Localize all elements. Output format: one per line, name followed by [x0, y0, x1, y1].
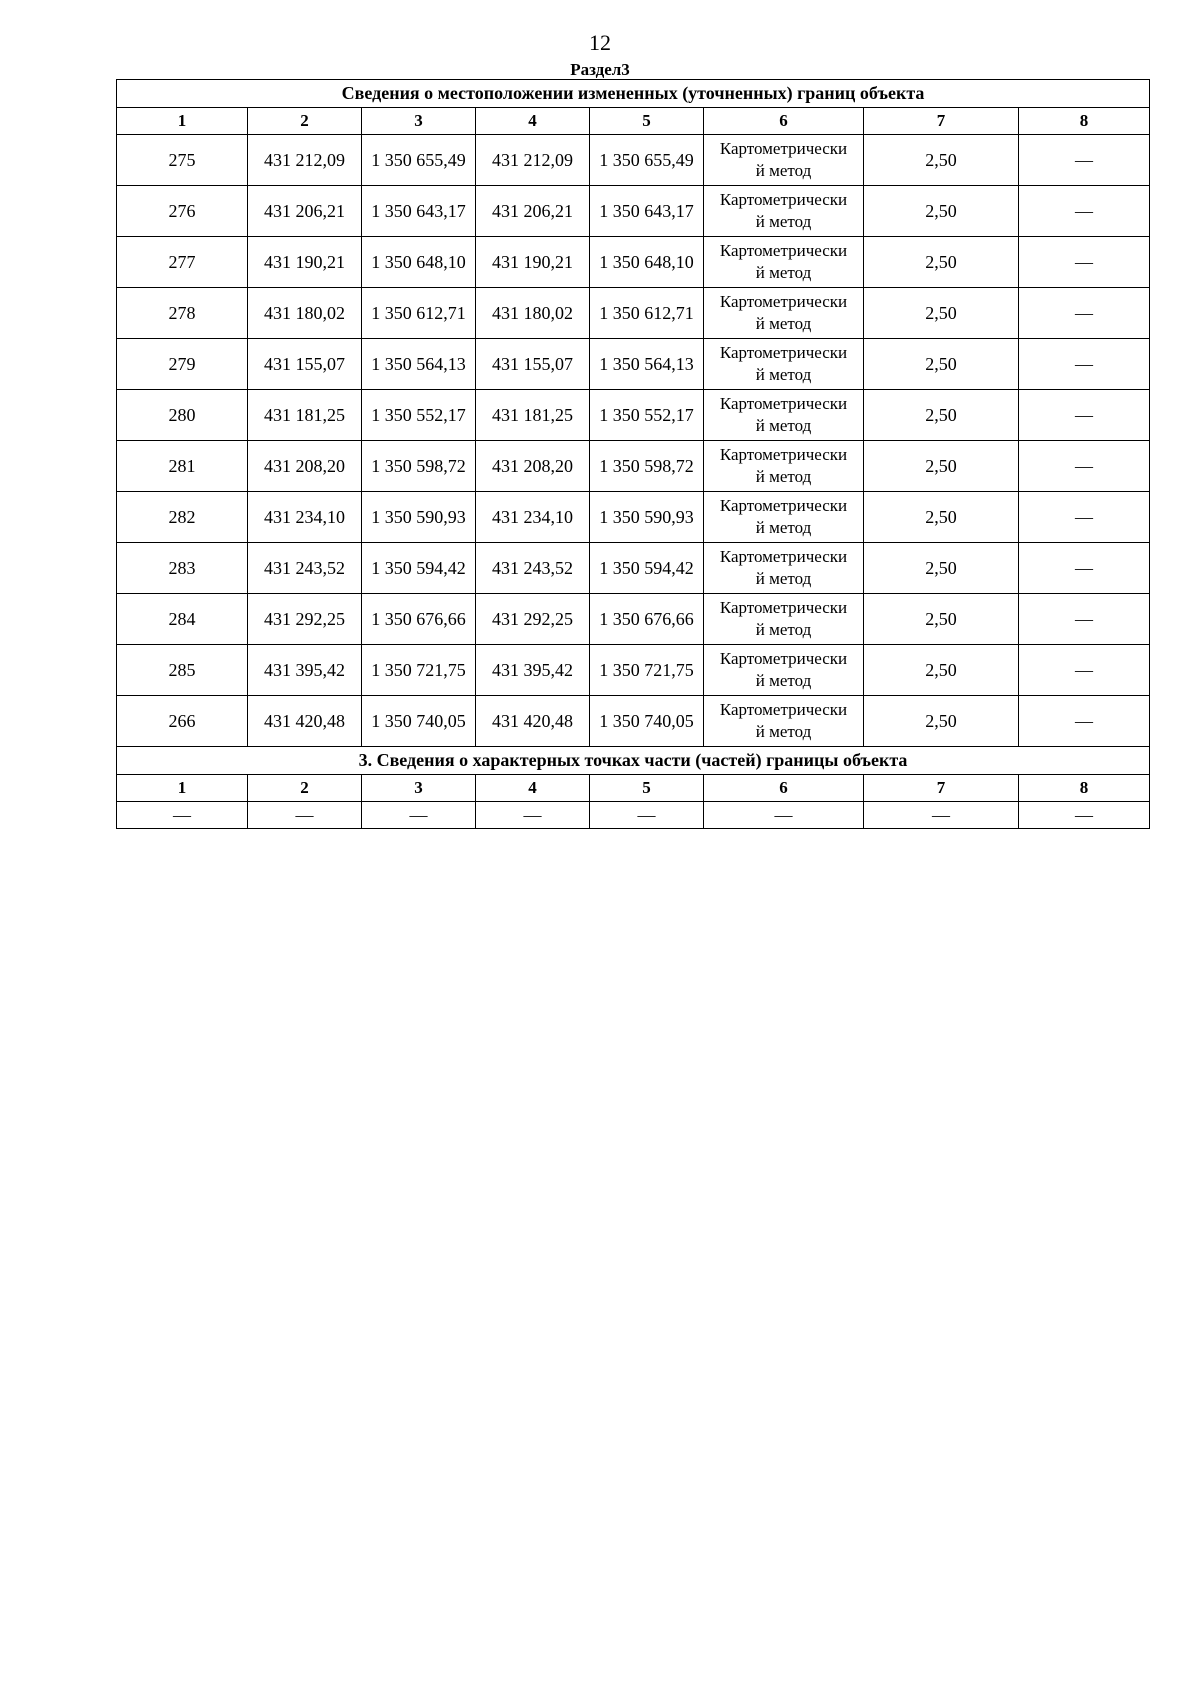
table-cell: 2,50	[864, 645, 1019, 696]
column-number-3: 3	[362, 108, 476, 135]
method-line-2: й метод	[755, 671, 812, 690]
subsection-cell: —	[248, 802, 362, 829]
table-cell: —	[1019, 186, 1150, 237]
method-cell	[704, 186, 864, 237]
table-cell: 1 350 676,66	[590, 594, 704, 645]
method-line-1: Картометрически	[719, 649, 848, 668]
method-line-2: й метод	[755, 518, 812, 537]
table-row	[117, 390, 1150, 441]
subsection-cell: —	[476, 802, 590, 829]
table-cell: 2,50	[864, 186, 1019, 237]
column-number-7: 7	[864, 775, 1019, 802]
column-number-2: 2	[248, 108, 362, 135]
table-cell: 2,50	[864, 135, 1019, 186]
column-number-4: 4	[476, 108, 590, 135]
table-cell: 431 234,10	[248, 492, 362, 543]
method-line-2: й метод	[755, 314, 812, 333]
section-label: Раздел3	[570, 60, 630, 79]
subsection-cell: —	[362, 802, 476, 829]
table-cell: 1 350 590,93	[362, 492, 476, 543]
table-cell: 1 350 721,75	[362, 645, 476, 696]
table-row	[117, 594, 1150, 645]
table-cell: 2,50	[864, 696, 1019, 747]
boundary-table	[116, 79, 1150, 829]
method-line-1: Картометрически	[719, 598, 848, 617]
column-number-8: 8	[1019, 775, 1150, 802]
subsection-cell: —	[117, 802, 248, 829]
method-line-2: й метод	[755, 569, 812, 588]
table-cell: 2,50	[864, 441, 1019, 492]
method-cell	[704, 441, 864, 492]
table-cell: 1 350 590,93	[590, 492, 704, 543]
table-cell: —	[1019, 339, 1150, 390]
table-cell: 1 350 643,17	[590, 186, 704, 237]
table-cell: 2,50	[864, 339, 1019, 390]
table-cell: 431 208,20	[248, 441, 362, 492]
table-cell: 1 350 594,42	[590, 543, 704, 594]
table-cell: 1 350 655,49	[590, 135, 704, 186]
column-number-3: 3	[362, 775, 476, 802]
table-cell: 1 350 552,17	[590, 390, 704, 441]
table-cell: 431 206,21	[248, 186, 362, 237]
column-number-4: 4	[476, 775, 590, 802]
table-cell: 431 420,48	[248, 696, 362, 747]
table-cell: —	[1019, 135, 1150, 186]
method-line-2: й метод	[755, 365, 812, 384]
column-number-6: 6	[704, 108, 864, 135]
table-cell: —	[1019, 288, 1150, 339]
table-cell: 431 180,02	[476, 288, 590, 339]
table-cell: 281	[117, 441, 248, 492]
table-cell: 275	[117, 135, 248, 186]
method-line-2: й метод	[755, 467, 812, 486]
method-line-1: Картометрически	[719, 139, 848, 158]
table-cell: 431 190,21	[248, 237, 362, 288]
table-title-row	[117, 80, 1150, 108]
table-cell: —	[1019, 237, 1150, 288]
column-number-5: 5	[590, 108, 704, 135]
table-cell: 1 350 594,42	[362, 543, 476, 594]
table-cell: 431 243,52	[248, 543, 362, 594]
table-row	[117, 441, 1150, 492]
table-cell: 1 350 564,13	[362, 339, 476, 390]
table-row	[117, 645, 1150, 696]
subsection-cell: —	[590, 802, 704, 829]
table-title: Сведения о местоположении измененных (уточненных) границ объекта	[117, 80, 1150, 108]
table-cell: 2,50	[864, 543, 1019, 594]
column-number-1: 1	[117, 775, 248, 802]
table-cell: 266	[117, 696, 248, 747]
table-cell: 277	[117, 237, 248, 288]
column-number-2: 2	[248, 775, 362, 802]
column-number-5: 5	[590, 775, 704, 802]
column-number-8: 8	[1019, 108, 1150, 135]
method-line-2: й метод	[755, 620, 812, 639]
table-cell: 431 208,20	[476, 441, 590, 492]
method-cell	[704, 594, 864, 645]
method-line-1: Картометрически	[719, 394, 848, 413]
table-cell: 284	[117, 594, 248, 645]
method-line-1: Картометрически	[719, 496, 848, 515]
method-line-1: Картометрически	[719, 343, 848, 362]
table-row	[117, 288, 1150, 339]
table-cell: 1 350 740,05	[590, 696, 704, 747]
table-cell: 282	[117, 492, 248, 543]
subsection-cell: —	[864, 802, 1019, 829]
table-cell: 431 181,25	[248, 390, 362, 441]
table-cell: 1 350 598,72	[590, 441, 704, 492]
table-cell: 2,50	[864, 237, 1019, 288]
table-cell: 276	[117, 186, 248, 237]
table-cell: 2,50	[864, 594, 1019, 645]
column-number-7: 7	[864, 108, 1019, 135]
table-row	[117, 492, 1150, 543]
table-cell: 431 206,21	[476, 186, 590, 237]
table-cell: 2,50	[864, 390, 1019, 441]
table-cell: 279	[117, 339, 248, 390]
table-cell: 431 395,42	[476, 645, 590, 696]
table-cell: 431 292,25	[476, 594, 590, 645]
table-row	[117, 237, 1150, 288]
table-cell: 431 155,07	[476, 339, 590, 390]
method-cell	[704, 543, 864, 594]
method-line-1: Картометрически	[719, 445, 848, 464]
table-cell: 431 155,07	[248, 339, 362, 390]
table-cell: 431 212,09	[476, 135, 590, 186]
table-cell: 1 350 612,71	[590, 288, 704, 339]
table-cell: —	[1019, 696, 1150, 747]
table-cell: 283	[117, 543, 248, 594]
table-body	[117, 80, 1150, 829]
table-cell: 1 350 648,10	[590, 237, 704, 288]
subsection-column-number-row	[117, 775, 1150, 802]
table-cell: —	[1019, 492, 1150, 543]
table-cell: 431 180,02	[248, 288, 362, 339]
method-cell	[704, 288, 864, 339]
table-cell: 1 350 721,75	[590, 645, 704, 696]
table-row	[117, 543, 1150, 594]
table-cell: —	[1019, 594, 1150, 645]
method-line-2: й метод	[755, 212, 812, 231]
method-line-1: Картометрически	[719, 190, 848, 209]
method-line-1: Картометрически	[719, 241, 848, 260]
table-cell: —	[1019, 390, 1150, 441]
page-number: 12	[589, 30, 611, 55]
method-line-2: й метод	[755, 416, 812, 435]
table-cell: —	[1019, 645, 1150, 696]
table-cell: 1 350 564,13	[590, 339, 704, 390]
table-cell: 2,50	[864, 288, 1019, 339]
table-cell: 1 350 740,05	[362, 696, 476, 747]
subsection-cell: —	[704, 802, 864, 829]
method-line-1: Картометрически	[719, 547, 848, 566]
table-cell: 431 420,48	[476, 696, 590, 747]
table-row	[117, 339, 1150, 390]
table-cell: 1 350 655,49	[362, 135, 476, 186]
subsection-cell: —	[1019, 802, 1150, 829]
table-cell: 1 350 598,72	[362, 441, 476, 492]
table-row	[117, 186, 1150, 237]
method-line-2: й метод	[755, 722, 812, 741]
table-cell: —	[1019, 543, 1150, 594]
method-cell	[704, 645, 864, 696]
method-cell	[704, 492, 864, 543]
table-cell: 2,50	[864, 492, 1019, 543]
table-cell: 431 395,42	[248, 645, 362, 696]
method-line-2: й метод	[755, 263, 812, 282]
method-cell	[704, 390, 864, 441]
column-number-6: 6	[704, 775, 864, 802]
method-cell	[704, 135, 864, 186]
subsection-title: 3. Сведения о характерных точках части (частей) границы объекта	[117, 747, 1150, 775]
table-row	[117, 696, 1150, 747]
method-cell	[704, 696, 864, 747]
table-cell: 1 350 643,17	[362, 186, 476, 237]
table-cell: 431 234,10	[476, 492, 590, 543]
table-cell: 285	[117, 645, 248, 696]
table-cell: 1 350 552,17	[362, 390, 476, 441]
subsection-row	[117, 802, 1150, 829]
subsection-title-row	[117, 747, 1150, 775]
method-line-2: й метод	[755, 161, 812, 180]
table-cell: 431 181,25	[476, 390, 590, 441]
table-cell: 280	[117, 390, 248, 441]
table-row	[117, 135, 1150, 186]
method-line-1: Картометрически	[719, 292, 848, 311]
method-cell	[704, 339, 864, 390]
table-cell: 1 350 612,71	[362, 288, 476, 339]
table-cell: 431 212,09	[248, 135, 362, 186]
table-cell: 1 350 676,66	[362, 594, 476, 645]
method-line-1: Картометрически	[719, 700, 848, 719]
table-cell: —	[1019, 441, 1150, 492]
table-cell: 278	[117, 288, 248, 339]
table-cell: 431 292,25	[248, 594, 362, 645]
method-cell	[704, 237, 864, 288]
column-number-1: 1	[117, 108, 248, 135]
main-column-number-row	[117, 108, 1150, 135]
table-cell: 1 350 648,10	[362, 237, 476, 288]
table-cell: 431 243,52	[476, 543, 590, 594]
table-cell: 431 190,21	[476, 237, 590, 288]
